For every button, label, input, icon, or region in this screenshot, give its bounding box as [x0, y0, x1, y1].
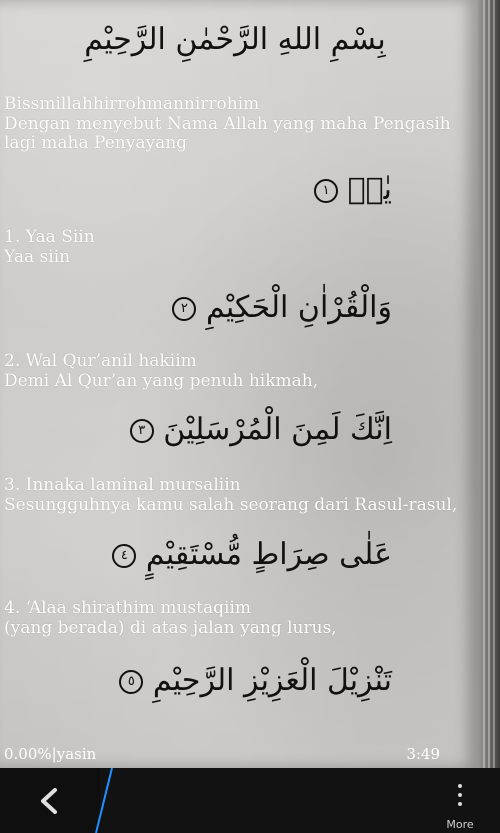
- intro-block: [4, 95, 466, 154]
- verse-translation: Yaa siin: [4, 246, 71, 267]
- verse-2-arabic: وَالْقُرْاٰنِ الْحَكِيْمِ: [205, 290, 392, 325]
- verse-transliteration: 4. ‘Alaa shirathim mustaqiim: [4, 598, 251, 618]
- verse-arabic: [108, 537, 392, 572]
- verse-1-arabic: يٰسۤ: [347, 172, 392, 207]
- verse-translation: Sesungguhnya kamu salah seorang dari Rasul-rasul,: [4, 494, 458, 515]
- verse-translation: (yang berada) di atas jalan yang lurus,: [4, 617, 337, 638]
- ayah-number-marker: ١: [314, 179, 338, 203]
- ayah-number-marker: ٥: [119, 670, 143, 694]
- verse-5-arabic: تَنْزِيْلَ الْعَزِيْزِ الرَّحِيْمِ: [152, 663, 392, 698]
- more-button[interactable]: [420, 768, 500, 833]
- intro-transliteration: Bissmillahhirrohmannirrohim: [4, 94, 260, 114]
- verse-translation: Demi Al Qur’an yang penuh hikmah,: [4, 370, 319, 391]
- verse-arabic: [126, 412, 392, 447]
- more-label: More: [446, 818, 474, 831]
- intro-translation: Dengan menyebut Nama Allah yang maha Pengasih lagi maha Penyayang: [4, 113, 451, 153]
- progress-percent: 0.00%: [4, 745, 52, 763]
- ayah-number-marker: ٢: [172, 297, 196, 321]
- verse-3-arabic: اِنَّكَ لَمِنَ الْمُرْسَلِيْنَ: [163, 412, 392, 447]
- chevron-left-icon: [38, 788, 60, 814]
- basmala-arabic: بِسْمِ اللهِ الرَّحْمٰنِ الرَّحِيْمِ: [84, 22, 386, 57]
- verse-4-arabic: عَلٰى صِرَاطٍ مُّسْتَقِيْمٍ: [145, 537, 392, 572]
- ayah-number-marker: ٤: [112, 544, 136, 568]
- back-button[interactable]: [0, 768, 100, 833]
- verse-transliteration: 2. Wal Qur’anil hakiim: [4, 351, 197, 371]
- surah-name: yasin: [56, 745, 97, 763]
- bar-divider: [92, 768, 116, 833]
- verse-4-latin: [4, 599, 466, 638]
- verse-1-latin: [4, 228, 466, 267]
- verse-transliteration: 3. Innaka laminal mursaliin: [4, 475, 241, 495]
- page-curl-edge: [478, 0, 500, 768]
- reading-progress: [4, 745, 96, 763]
- verse-arabic: [115, 663, 392, 698]
- vertical-dots-icon: [458, 784, 462, 811]
- bottom-action-bar: [0, 768, 500, 833]
- verse-arabic: [168, 290, 392, 325]
- ayah-number-marker: ٣: [130, 419, 154, 443]
- clock-time: 3:49: [406, 745, 440, 763]
- verse-transliteration: 1. Yaa Siin: [4, 227, 95, 247]
- status-separator: |: [51, 745, 57, 763]
- verse-3-latin: [4, 476, 466, 515]
- verse-2-latin: [4, 352, 466, 391]
- verse-arabic: [310, 172, 392, 207]
